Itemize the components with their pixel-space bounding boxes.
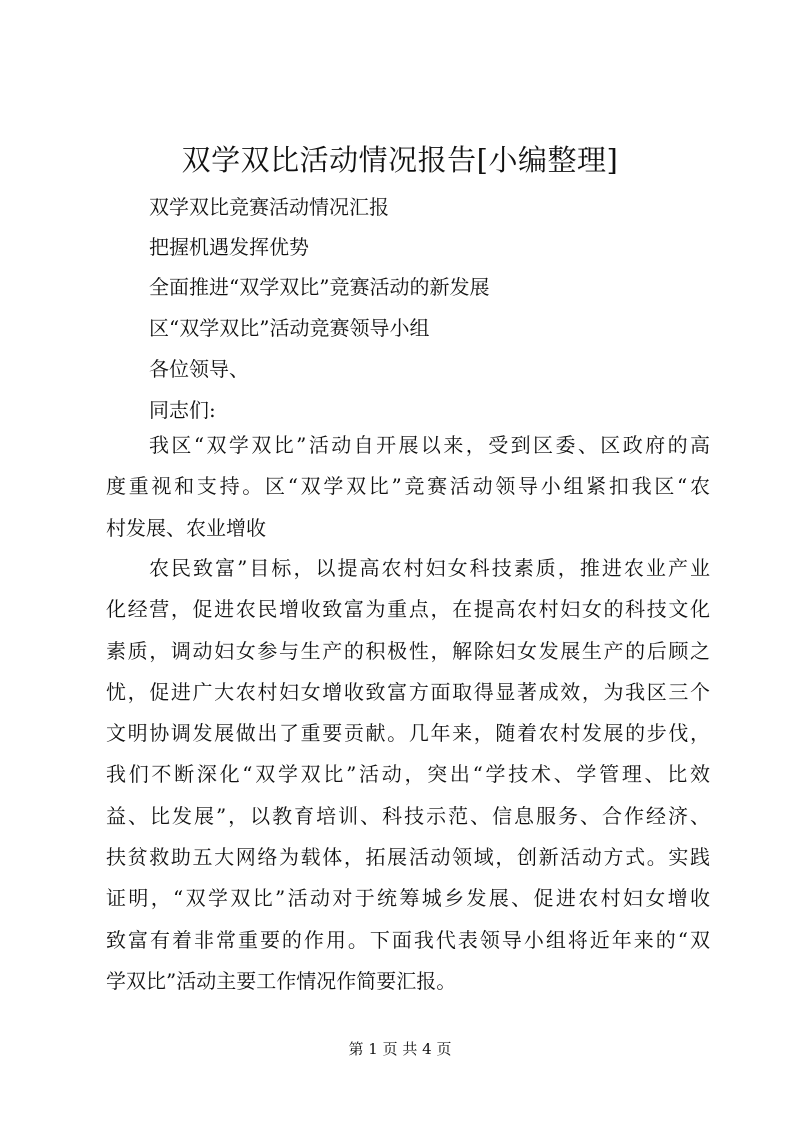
paragraph-1 <box>106 425 710 549</box>
paragraph-2 <box>106 548 710 1002</box>
page-number: 第 1 页 共 4 页 <box>348 1040 452 1058</box>
paragraph-2-line: 学双比”活动主要工作情况作简要汇报。 <box>106 968 457 993</box>
paragraph-1-line: 度重视和支持。区“双学双比”竞赛活动领导小组紧扣我区“农 <box>106 474 710 499</box>
paragraph-2-line: 素质，调动妇女参与生产的积极性，解除妇女发展生产的后顾之 <box>106 638 710 663</box>
paragraph-2-line: 扶贫救助五大网络为载体，拓展活动领域，创新活动方式。实践 <box>106 845 710 870</box>
paragraph-1-line: 我区“双学双比”活动自开展以来，受到区委、区政府的高 <box>149 433 710 457</box>
paragraph-2-line: 农民致富”目标，以提高农村妇女科技素质，推进农业产业 <box>149 556 710 580</box>
document-title: 双学双比活动情况报告[小编整理] <box>181 143 619 177</box>
salutation-line-2: 同志们: <box>149 398 216 422</box>
salutation-line-1: 各位领导、 <box>149 357 249 381</box>
paragraph-2-line: 致富有着非常重要的作用。下面我代表领导小组将近年来的“双 <box>106 927 710 952</box>
paragraph-1-line: 村发展、农业增收 <box>106 515 266 540</box>
paragraph-2-line: 化经营，促进农民增收致富为重点，在提高农村妇女的科技文化 <box>106 597 710 622</box>
heading-line-4: 区“双学双比”活动竞赛领导小组 <box>149 316 430 340</box>
heading-line-3: 全面推进“双学双比”竞赛活动的新发展 <box>149 275 490 299</box>
paragraph-2-line: 我们不断深化“双学双比”活动，突出“学技术、学管理、比效 <box>106 762 710 787</box>
paragraph-2-line: 证明，“双学双比”活动对于统筹城乡发展、促进农村妇女增收 <box>106 886 710 911</box>
heading-line-2: 把握机遇发挥优势 <box>149 235 309 259</box>
paragraph-2-line: 忧，促进广大农村妇女增收致富方面取得显著成效，为我区三个 <box>106 679 710 704</box>
paragraph-2-line: 文明协调发展做出了重要贡献。几年来，随着农村发展的步伐， <box>106 721 710 746</box>
heading-line-1: 双学双比竞赛活动情况汇报 <box>149 195 389 219</box>
paragraph-2-line: 益、比发展”，以教育培训、科技示范、信息服务、合作经济、 <box>106 803 710 828</box>
